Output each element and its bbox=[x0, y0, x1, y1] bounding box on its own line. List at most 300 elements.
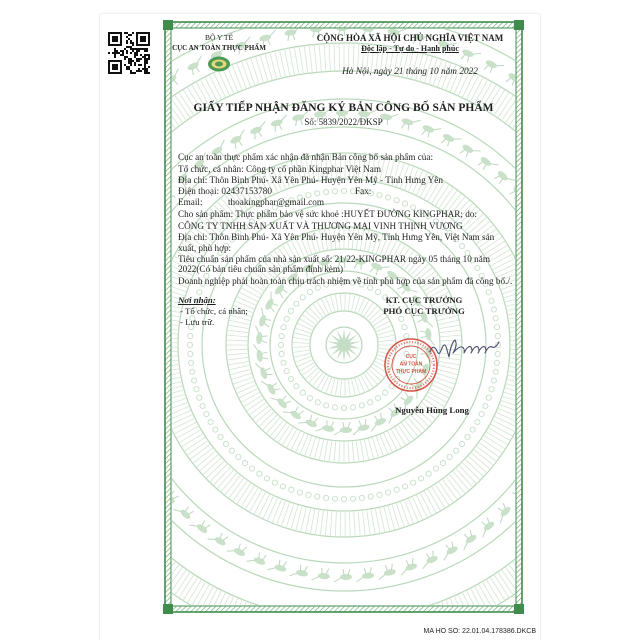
drum-dot bbox=[300, 390, 305, 395]
drum-tick bbox=[617, 363, 640, 365]
drum-tick bbox=[617, 315, 640, 318]
drum-tick bbox=[262, 414, 277, 430]
drum-tick bbox=[615, 386, 640, 390]
drum-tick bbox=[57, 430, 84, 439]
drum-tick bbox=[438, 320, 460, 325]
drum-tick bbox=[533, 126, 552, 146]
drum-tick bbox=[301, 507, 307, 532]
drum-dot bbox=[475, 265, 480, 270]
drum-tick bbox=[616, 377, 640, 380]
drum-tick bbox=[54, 421, 81, 429]
qr-module bbox=[144, 32, 146, 34]
drum-bird bbox=[219, 630, 240, 640]
drum-tick bbox=[478, 584, 492, 608]
drum-dot bbox=[272, 480, 277, 485]
drum-dot bbox=[399, 316, 404, 321]
drum-dot bbox=[288, 308, 293, 313]
drum-dot bbox=[284, 369, 289, 374]
drum-tick bbox=[43, 315, 71, 318]
qr-module bbox=[134, 64, 136, 66]
drum-tick bbox=[340, 511, 341, 537]
drum-tick bbox=[118, 144, 139, 163]
drum-tick bbox=[237, 601, 247, 627]
drum-tick bbox=[299, 616, 303, 640]
drum-tick bbox=[42, 335, 70, 336]
drum-bird bbox=[38, 226, 56, 247]
qr-module bbox=[148, 32, 150, 34]
qr-module bbox=[114, 64, 116, 66]
drum-tick bbox=[611, 276, 638, 282]
qr-module bbox=[148, 38, 150, 40]
qr-module bbox=[124, 58, 126, 60]
phone-value: 02437153780 bbox=[221, 185, 272, 196]
drum-tick bbox=[349, 511, 350, 537]
qr-module bbox=[136, 42, 138, 44]
drum-tick bbox=[581, 483, 605, 497]
drum-tick bbox=[490, 424, 513, 436]
drum-tick bbox=[335, 294, 338, 312]
qr-module bbox=[114, 68, 116, 70]
qr-module bbox=[136, 54, 138, 56]
drum-tick bbox=[65, 451, 91, 462]
signatory-position: PHÓ CỤC TRƯỞNG bbox=[383, 305, 465, 316]
drum-tick bbox=[143, 119, 162, 140]
qr-module bbox=[120, 42, 122, 44]
qr-module bbox=[142, 44, 144, 46]
drum-tick bbox=[302, 314, 317, 325]
drum-tick bbox=[275, 612, 281, 639]
drum-dot bbox=[194, 387, 199, 392]
drum-bird bbox=[268, 557, 289, 575]
drum-tick bbox=[539, 133, 559, 153]
qr-module bbox=[140, 64, 142, 66]
drum-tick bbox=[266, 417, 281, 434]
qr-module bbox=[130, 72, 132, 74]
qr-module bbox=[108, 44, 110, 46]
drum-tick bbox=[125, 137, 145, 156]
qr-module bbox=[138, 50, 140, 52]
drum-tick bbox=[319, 439, 324, 461]
drum-tick bbox=[293, 350, 311, 353]
drum-dot bbox=[306, 492, 311, 497]
drum-tick bbox=[598, 447, 624, 457]
email-value: thoakingphar@gmail.com bbox=[228, 197, 324, 207]
qr-module bbox=[142, 32, 144, 34]
drum-tick bbox=[602, 242, 628, 252]
drum-bird bbox=[438, 540, 460, 560]
qr-module bbox=[146, 72, 148, 74]
drum-tick bbox=[557, 156, 579, 174]
qr-module bbox=[110, 32, 112, 34]
drum-tick bbox=[618, 335, 640, 336]
drum-bird bbox=[256, 308, 274, 329]
qr-module bbox=[122, 50, 124, 52]
drum-tick bbox=[64, 233, 90, 243]
qr-module bbox=[116, 66, 118, 68]
drum-tick bbox=[420, 493, 432, 516]
drum-bird bbox=[355, 567, 374, 582]
drum-dot bbox=[386, 490, 391, 495]
drum-dot bbox=[190, 369, 195, 374]
drum-bird bbox=[525, 84, 547, 105]
drum-tick bbox=[571, 499, 594, 515]
drum-dot bbox=[470, 427, 475, 432]
drum-dot bbox=[332, 405, 337, 410]
drum-tick bbox=[330, 295, 335, 312]
drum-tick bbox=[416, 494, 427, 517]
drum-tick bbox=[330, 378, 335, 395]
drum-dot bbox=[402, 484, 407, 489]
drum-tick bbox=[286, 429, 297, 448]
drum-dot bbox=[288, 376, 293, 381]
qr-module bbox=[108, 62, 110, 64]
fax-label: Fax: bbox=[355, 185, 372, 196]
drum-tick bbox=[616, 305, 640, 309]
drum-bird bbox=[125, 237, 144, 259]
drum-tick bbox=[612, 403, 639, 409]
drum-tick bbox=[147, 116, 165, 137]
drum-tick bbox=[416, 609, 423, 636]
drum-tick bbox=[610, 412, 637, 419]
intro-text: Cục an toàn thực phẩm xác nhận đã nhận Bản công bố sản phẩm của: bbox=[178, 151, 434, 162]
drum-tick bbox=[65, 228, 91, 239]
drum-tick bbox=[83, 483, 107, 497]
drum-tick bbox=[50, 408, 77, 414]
drum-tick bbox=[43, 368, 71, 370]
qr-module bbox=[136, 52, 138, 54]
qr-module bbox=[132, 44, 134, 46]
drum-tick bbox=[611, 408, 638, 414]
drum-bird bbox=[78, 520, 99, 542]
drum-tick bbox=[312, 372, 323, 386]
qr-module bbox=[148, 66, 150, 68]
drum-tick bbox=[310, 508, 315, 534]
drum-tick bbox=[43, 363, 71, 365]
drum-tick bbox=[440, 353, 462, 355]
qr-module bbox=[148, 58, 150, 60]
qr-module bbox=[136, 60, 138, 62]
qr-module bbox=[146, 70, 148, 72]
qr-module bbox=[134, 56, 136, 58]
qr-module bbox=[114, 54, 116, 56]
recipients-heading: Nơi nhận: bbox=[178, 294, 216, 305]
product-standard: Tiêu chuẩn sản phẩm của nhà sản xuất số: 21/22-KINGPHAR ngày 05 tháng 10 năm bbox=[178, 253, 490, 264]
drum-bird bbox=[112, 559, 134, 581]
drum-bird bbox=[253, 343, 268, 362]
drum-tick bbox=[179, 430, 201, 443]
drum-tick bbox=[600, 442, 626, 452]
drum-dot bbox=[284, 316, 289, 321]
address-label: Địa chỉ: bbox=[178, 174, 208, 185]
drum-dot bbox=[493, 369, 498, 374]
drum-tick bbox=[317, 301, 326, 316]
drum-tick bbox=[67, 224, 93, 235]
drum-tick bbox=[139, 123, 158, 144]
drum-tick bbox=[174, 422, 197, 434]
qr-module bbox=[138, 32, 140, 34]
qr-module bbox=[108, 40, 110, 42]
agency-logo bbox=[208, 57, 230, 72]
drum-bird bbox=[228, 130, 250, 150]
drum-tick bbox=[573, 180, 596, 195]
drum-bird bbox=[552, 411, 570, 432]
drum-tick bbox=[226, 349, 248, 350]
drum-bird bbox=[567, 348, 581, 367]
drum-tick bbox=[605, 430, 632, 439]
qr-module bbox=[124, 64, 126, 66]
drum-tick bbox=[78, 201, 103, 214]
drum-bird bbox=[107, 346, 121, 365]
drum-tick bbox=[53, 266, 80, 273]
responsibility-statement: Doanh nghiệp phải hoàn toàn chịu trách nhiệm về tính phù hợp của sản phẩm đã công bố./. bbox=[178, 275, 513, 286]
drum-tick bbox=[270, 611, 277, 638]
drum-tick bbox=[602, 438, 628, 448]
drum-dot bbox=[223, 441, 228, 446]
drum-tick bbox=[603, 434, 629, 443]
qr-module bbox=[112, 72, 114, 74]
drum-bird bbox=[104, 117, 126, 139]
drum-tick bbox=[362, 618, 364, 640]
drum-tick bbox=[278, 425, 290, 443]
drum-bird bbox=[190, 515, 212, 536]
drum-tick bbox=[86, 188, 110, 203]
drum-bird bbox=[316, 418, 336, 434]
qr-module bbox=[116, 60, 118, 62]
drum-tick bbox=[566, 167, 589, 183]
qr-module bbox=[138, 70, 140, 72]
drum-tick bbox=[97, 502, 120, 518]
drum-tick bbox=[530, 547, 549, 568]
drum-tick bbox=[552, 524, 573, 542]
drum-bird bbox=[108, 367, 123, 387]
drum-tick bbox=[46, 295, 74, 300]
drum-tick bbox=[396, 503, 404, 528]
drum-tick bbox=[293, 337, 311, 340]
drum-tick bbox=[309, 370, 321, 383]
drum-tick bbox=[379, 507, 385, 532]
qr-module bbox=[132, 72, 134, 74]
qr-module bbox=[118, 60, 120, 62]
drum-tick bbox=[549, 527, 570, 546]
drum-tick bbox=[589, 467, 614, 480]
drum-tick bbox=[348, 379, 350, 397]
qr-module bbox=[116, 50, 118, 52]
drum-tick bbox=[284, 49, 290, 76]
drum-tick bbox=[546, 140, 567, 159]
drum-dot bbox=[280, 484, 285, 489]
drum-tick bbox=[433, 381, 453, 389]
qr-module bbox=[120, 50, 122, 52]
drum-dot bbox=[411, 480, 416, 485]
drum-tick bbox=[280, 50, 286, 77]
drum-tick bbox=[385, 616, 389, 640]
qr-module bbox=[126, 36, 128, 38]
drum-dot bbox=[453, 448, 458, 453]
drum-bird bbox=[117, 409, 135, 430]
qr-module bbox=[148, 40, 150, 42]
drum-tick bbox=[439, 325, 461, 329]
qr-module bbox=[122, 54, 124, 56]
drum-tick bbox=[112, 520, 134, 538]
qr-module bbox=[120, 36, 122, 38]
qr-module bbox=[138, 60, 140, 62]
drum-bird bbox=[145, 467, 166, 489]
drum-tick bbox=[615, 300, 640, 304]
qr-module bbox=[140, 54, 142, 56]
drum-tick bbox=[566, 506, 589, 522]
qr-module bbox=[138, 48, 140, 50]
drum-tick bbox=[176, 426, 199, 439]
email-label: Email: bbox=[178, 197, 203, 207]
drum-tick bbox=[353, 619, 354, 640]
qr-module bbox=[116, 72, 118, 74]
drum-tick bbox=[526, 550, 545, 571]
drum-tick bbox=[76, 206, 101, 219]
qr-module bbox=[114, 52, 116, 54]
drum-tick bbox=[274, 422, 287, 440]
qr-module bbox=[144, 48, 146, 50]
qr-module bbox=[146, 44, 148, 46]
drum-tick bbox=[214, 592, 226, 617]
drum-dot bbox=[294, 301, 299, 306]
drum-tick bbox=[502, 286, 527, 294]
drum-bird bbox=[122, 99, 144, 121]
qr-module bbox=[134, 54, 136, 56]
drum-tick bbox=[86, 487, 110, 502]
drum-tick bbox=[494, 416, 517, 427]
drum-tick bbox=[607, 421, 634, 429]
drum-tick bbox=[42, 354, 70, 355]
drum-tick bbox=[401, 422, 414, 440]
drum-bird bbox=[457, 529, 479, 550]
qr-module bbox=[136, 36, 138, 38]
qr-module bbox=[108, 64, 110, 66]
drum-tick bbox=[42, 359, 70, 360]
qr-code bbox=[108, 32, 150, 74]
qr-module bbox=[120, 32, 122, 34]
drum-tick bbox=[530, 123, 549, 144]
drum-dot bbox=[324, 189, 329, 194]
qr-module bbox=[136, 38, 138, 40]
drum-tick bbox=[368, 438, 374, 459]
drum-tick bbox=[378, 340, 396, 342]
drum-tick bbox=[76, 471, 101, 484]
drum-tick bbox=[411, 611, 418, 638]
drum-dot bbox=[200, 403, 205, 408]
qr-module bbox=[126, 50, 128, 52]
drum-dot bbox=[447, 454, 452, 459]
drum-dot bbox=[264, 476, 269, 481]
drum-tick bbox=[81, 197, 105, 211]
drum-tick bbox=[115, 524, 136, 542]
drum-star bbox=[327, 328, 360, 362]
qr-module bbox=[130, 46, 132, 48]
drum-bird bbox=[587, 521, 608, 543]
drum-tick bbox=[46, 390, 74, 395]
drum-tick bbox=[284, 614, 290, 640]
drum-tick bbox=[292, 347, 310, 348]
qr-module bbox=[110, 72, 112, 74]
qr-module bbox=[112, 32, 114, 34]
drum-tick bbox=[321, 375, 329, 391]
qr-module bbox=[114, 56, 116, 58]
drum-tick bbox=[510, 349, 536, 350]
qr-module bbox=[112, 38, 114, 40]
drum-tick bbox=[122, 531, 143, 550]
drum-tick bbox=[60, 242, 86, 252]
drum-tick bbox=[294, 333, 311, 337]
drum-tick bbox=[605, 252, 632, 261]
qr-module bbox=[120, 54, 122, 56]
drum-tick bbox=[428, 488, 441, 510]
qr-module bbox=[118, 44, 120, 46]
drum-tick bbox=[305, 368, 318, 380]
qr-module bbox=[148, 42, 150, 44]
drum-bird bbox=[521, 468, 542, 490]
drum-bird bbox=[626, 454, 640, 476]
drum-tick bbox=[437, 369, 458, 375]
drum-tick bbox=[617, 325, 640, 327]
drum-tick bbox=[88, 491, 112, 506]
drum-tick bbox=[91, 495, 114, 510]
qr-module bbox=[130, 62, 132, 64]
drum-tick bbox=[51, 271, 78, 278]
drum-tick bbox=[366, 371, 378, 385]
drum-dot bbox=[324, 403, 329, 408]
document-number: Số: 5839/2022/ĐKSP bbox=[304, 116, 383, 127]
drum-dot bbox=[192, 378, 197, 383]
drum-tick bbox=[227, 66, 238, 92]
drum-bird bbox=[23, 302, 38, 321]
qr-module bbox=[132, 60, 134, 62]
drum-tick bbox=[259, 411, 275, 426]
drum-tick bbox=[326, 296, 332, 313]
qr-module bbox=[148, 34, 150, 36]
drum-tick bbox=[232, 65, 242, 91]
drum-dot bbox=[359, 495, 364, 500]
drum-tick bbox=[585, 475, 610, 488]
drum-tick bbox=[325, 510, 328, 536]
drum-dot bbox=[491, 378, 496, 383]
drum-tick bbox=[252, 405, 269, 419]
drum-tick bbox=[319, 618, 321, 640]
drum-tick bbox=[348, 441, 349, 463]
qr-module bbox=[136, 32, 138, 34]
drum-tick bbox=[226, 340, 248, 341]
drum-tick bbox=[236, 385, 256, 394]
drum-tick bbox=[573, 495, 596, 510]
drum-tick bbox=[440, 335, 462, 337]
drum-tick bbox=[280, 613, 286, 640]
drum-tick bbox=[490, 254, 513, 266]
drum-dot bbox=[377, 193, 382, 198]
drum-bird bbox=[440, 131, 462, 151]
drum-tick bbox=[129, 133, 149, 153]
address-value: Thôn Bình Phú- Xã Yên Phú- Huyện Yên Mỹ - Tỉnh Hưng Yên bbox=[209, 174, 443, 185]
drum-tick bbox=[237, 63, 247, 89]
drum-tick bbox=[583, 479, 607, 493]
drum-bird bbox=[64, 498, 84, 520]
recipient-item: - Lưu trữ. bbox=[180, 316, 215, 327]
drum-tick bbox=[380, 434, 388, 454]
drum-tick bbox=[488, 249, 511, 262]
drum-dot bbox=[208, 419, 213, 424]
qr-module bbox=[144, 44, 146, 46]
drum-bird bbox=[559, 390, 576, 411]
drum-tick bbox=[595, 455, 621, 466]
drum-dot bbox=[204, 412, 209, 417]
qr-module bbox=[138, 58, 140, 60]
